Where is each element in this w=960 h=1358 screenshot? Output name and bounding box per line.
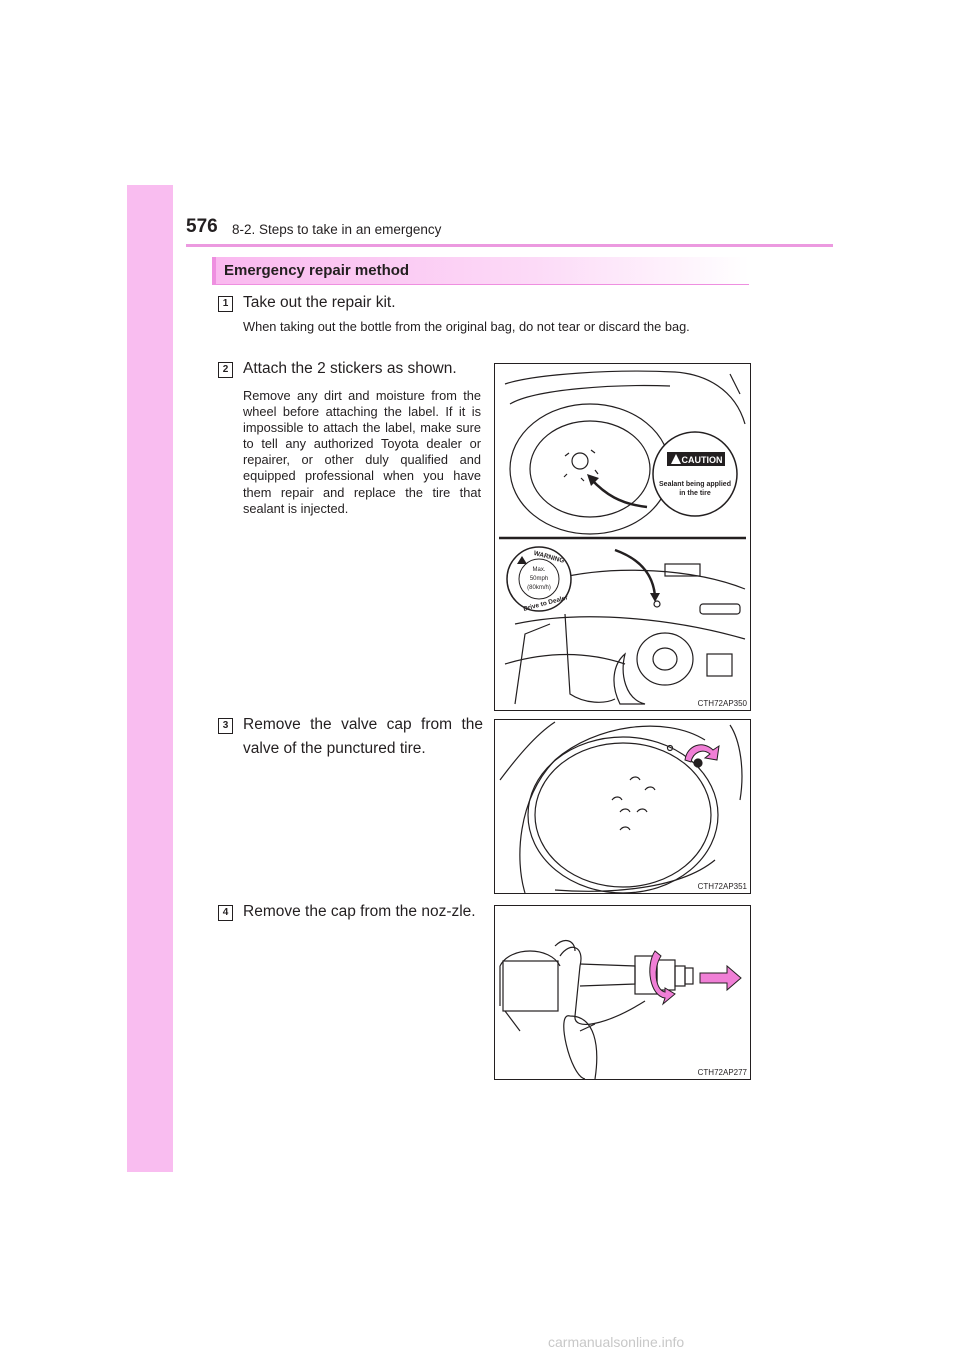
figure-nozzle-cap-code: CTH72AP277 — [697, 1068, 747, 1077]
step-4-text: Remove the cap from the noz-zle. — [243, 903, 476, 920]
step-4-number: 4 — [218, 905, 233, 921]
step-2-number: 2 — [218, 362, 233, 378]
site-watermark: carmanualsonline.info — [548, 1334, 685, 1350]
section-header-accent — [212, 257, 216, 284]
warning-sticker-title: WARNING — [532, 549, 566, 565]
figure-nozzle-cap-illustration — [495, 906, 750, 1079]
warning-sticker-footer: Drive to Dealer — [522, 594, 569, 613]
figure-stickers-illustration — [495, 364, 750, 710]
step-2-text: Attach the 2 stickers as shown. — [243, 360, 457, 377]
caution-sticker-title: CAUTION — [681, 455, 723, 465]
step-1-text: Take out the repair kit. — [243, 294, 396, 311]
figure-nozzle-cap — [494, 905, 751, 1080]
step-3-number: 3 — [218, 718, 233, 734]
figure-valve-cap — [494, 719, 751, 894]
figure-stickers-code: CTH72AP350 — [697, 699, 747, 708]
caution-sticker-line1: Sealant being applied — [659, 481, 731, 488]
chapter-sidebar-tab — [127, 185, 173, 1172]
warning-sticker-line3: (80km/h) — [527, 585, 551, 591]
caution-sticker-line2: in the tire — [679, 490, 711, 497]
warning-sticker-line1: Max. — [532, 567, 546, 573]
page-number: 576 — [186, 216, 218, 237]
figure-valve-cap-illustration — [495, 720, 750, 893]
step-1-note: When taking out the bottle from the original bag, do not tear or discard the bag. — [243, 319, 690, 334]
step-2-note: Remove any dirt and moisture from the wheel before attaching the label. If it is impossible to attach the label, make sure to tell any authorized Toyota dealer or repairer, or other duly qualified and equipped professional when you have them repair and replace the tire that sealant is injected. — [243, 388, 481, 516]
section-header-rule — [212, 284, 749, 285]
header-divider — [186, 244, 833, 247]
figure-stickers — [494, 363, 751, 711]
figure-valve-cap-code: CTH72AP351 — [697, 882, 747, 891]
warning-sticker-line2: 50mph — [529, 576, 549, 582]
step-1-number: 1 — [218, 296, 233, 312]
chapter-title: 8-2. Steps to take in an emergency — [232, 222, 442, 237]
section-title: Emergency repair method — [224, 262, 410, 279]
step-3-text: Remove the valve cap from the valve of the punctured tire. — [243, 716, 483, 757]
